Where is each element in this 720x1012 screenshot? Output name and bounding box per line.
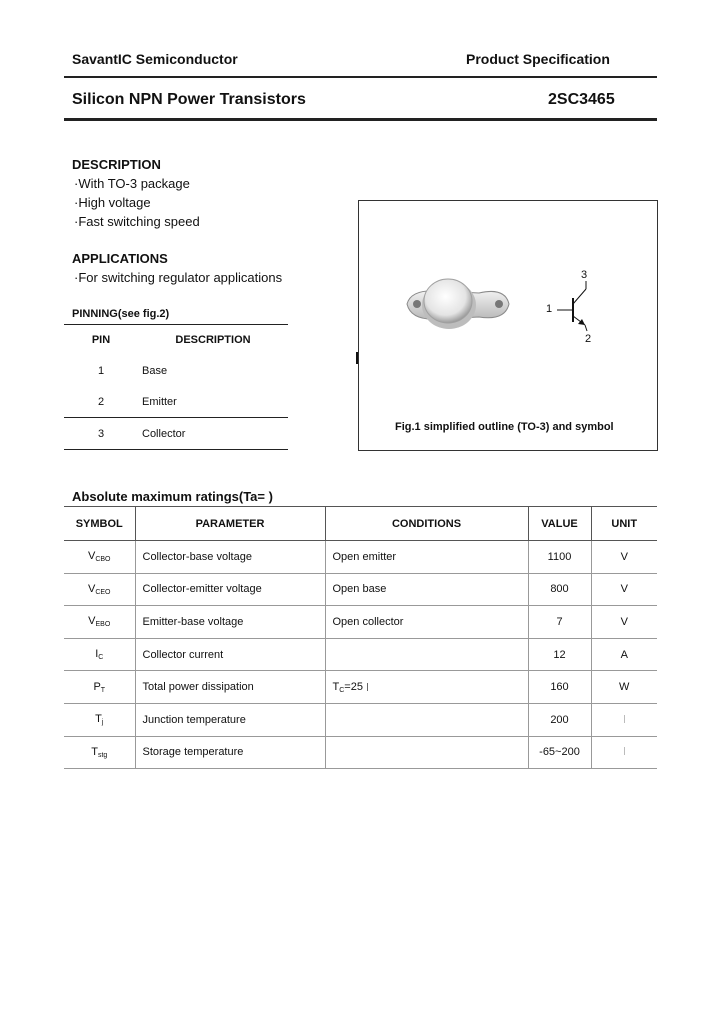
table-row — [64, 736, 657, 769]
table-row — [64, 355, 288, 386]
rating-unit: V — [591, 606, 657, 639]
product-line: Silicon NPN Power Transistors — [72, 91, 306, 108]
rating-symbol: $I_C$ — [64, 638, 135, 671]
figure-box — [358, 200, 658, 451]
pin-description: Emitter — [142, 395, 177, 408]
description-item: ·With TO-3 package — [74, 176, 190, 191]
rating-symbol: $V_{EBO}$ — [64, 606, 135, 639]
conditions-header: CONDITIONS — [325, 507, 528, 541]
ratings-table — [64, 506, 657, 769]
pin-description: Collector — [142, 427, 186, 440]
rating-value: 1100 — [528, 541, 591, 574]
rating-conditions — [325, 736, 528, 769]
rating-parameter: Total power dissipation — [135, 671, 325, 704]
parameter-header: PARAMETER — [135, 507, 325, 541]
rating-symbol: $T_{stg}$ — [64, 736, 135, 769]
unit-glyph-placeholder — [624, 715, 625, 723]
rating-value: 800 — [528, 573, 591, 606]
pin-description-header: DESCRIPTION — [175, 334, 251, 346]
header-rule-bottom — [64, 118, 657, 121]
rating-conditions: Open collector — [325, 606, 528, 639]
rating-parameter: Collector-base voltage — [135, 541, 325, 574]
rating-conditions: $T_C=25$ — [325, 671, 528, 704]
rating-parameter: Collector current — [135, 638, 325, 671]
pin-header: PIN — [91, 334, 111, 346]
table-row — [64, 671, 657, 704]
rating-unit: V — [591, 573, 657, 606]
rating-unit: A — [591, 638, 657, 671]
rating-conditions — [325, 703, 528, 736]
rating-symbol: $V_{CEO}$ — [64, 573, 135, 606]
rating-parameter: Collector-emitter voltage — [135, 573, 325, 606]
rating-unit: W — [591, 671, 657, 704]
table-row — [64, 638, 657, 671]
ratings-title: Absolute maximum ratings(Ta= ) — [72, 489, 273, 504]
value-header: VALUE — [528, 507, 591, 541]
symbol-pin-3-label: 3 — [581, 269, 588, 281]
rating-symbol: $P_T$ — [64, 671, 135, 704]
rating-value: 7 — [528, 606, 591, 639]
table-row — [64, 541, 657, 574]
symbol-pin-1-label: 1 — [546, 303, 553, 315]
symbol-header: SYMBOL — [64, 507, 135, 541]
applications-item: ·For switching regulator applications — [74, 270, 283, 285]
part-number: 2SC3465 — [548, 91, 615, 108]
pin-number: 3 — [97, 427, 105, 440]
rating-value: 200 — [528, 703, 591, 736]
rating-parameter: Emitter-base voltage — [135, 606, 325, 639]
pin-number: 1 — [97, 364, 105, 377]
rating-conditions: Open base — [325, 573, 528, 606]
description-title: DESCRIPTION — [72, 157, 161, 172]
rating-unit — [591, 736, 657, 769]
header-rule-top — [64, 76, 657, 78]
table-row — [64, 703, 657, 736]
table-row — [64, 418, 288, 450]
applications-title: APPLICATIONS — [72, 251, 168, 266]
symbol-pin-2-label: 2 — [585, 333, 592, 345]
rating-parameter: Storage temperature — [135, 736, 325, 769]
rating-unit — [591, 703, 657, 736]
figure-caption: Fig.1 simplified outline (TO-3) and symbol — [395, 421, 614, 433]
rating-value: 160 — [528, 671, 591, 704]
table-row — [64, 573, 657, 606]
rating-value: 12 — [528, 638, 591, 671]
rating-parameter: Junction temperature — [135, 703, 325, 736]
unit-header: UNIT — [591, 507, 657, 541]
description-item: ·High voltage — [74, 195, 151, 210]
table-row — [64, 606, 657, 639]
doc-type: Product Specification — [466, 51, 610, 67]
npn-transistor-symbol — [359, 201, 657, 450]
pinning-title: PINNING(see fig.2) — [72, 308, 170, 320]
table-row — [64, 386, 288, 418]
rating-conditions — [325, 638, 528, 671]
unit-glyph-placeholder — [624, 747, 625, 755]
pin-description: Base — [142, 364, 168, 377]
degree-glyph-placeholder — [367, 683, 368, 691]
pin-number: 2 — [97, 395, 105, 408]
pinning-table — [64, 324, 288, 450]
rating-symbol: $T_j$ — [64, 703, 135, 736]
rating-conditions: Open emitter — [325, 541, 528, 574]
rating-unit: V — [591, 541, 657, 574]
rating-symbol: $V_{CBO}$ — [64, 541, 135, 574]
description-item: ·Fast switching speed — [74, 214, 200, 229]
figure-edge-mark — [356, 352, 358, 364]
company-name: SavantIC Semiconductor — [72, 51, 238, 67]
rating-value: -65~200 — [528, 736, 591, 769]
